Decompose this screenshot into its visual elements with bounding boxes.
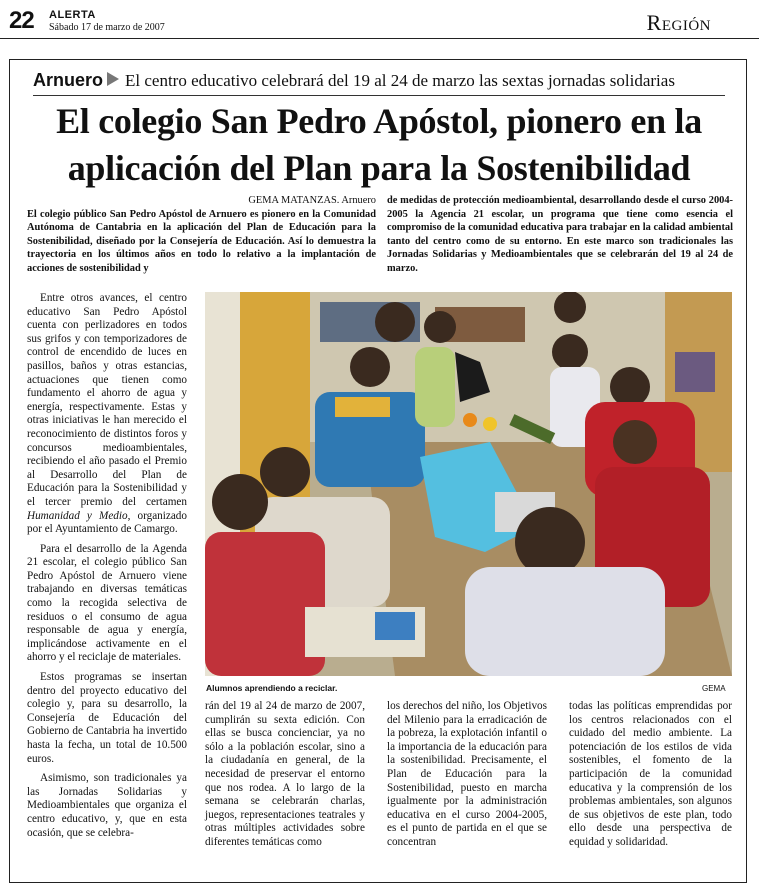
paragraph: Estos programas se insertan dentro del proyecto educativo del colegio y, para su desarrollo, la Consejería de Educación del Gobierno de Cantabria ha invertido hasta la fecha, un total de 10.500 euros. [27,671,187,765]
page-number: 22 [9,7,34,34]
publication-name: ALERTA [49,9,96,21]
classroom-photo-illustration [205,292,732,676]
headline [14,98,744,192]
paragraph: Entre otros avances, el centro educativo San Pedro Apóstol cuenta con perlizadores en todos sus grifos y con temporizadores de control de encendido de luces en pasillos, baños y otras estancias, actuaciones que tienen como fundamento el ahorro de agua y energía, respectivamente. Estas y otras iniciativas le han merecido el reconocimiento de distintos foros y concursos medioambientales, recibiendo el año pasado el Premio al Desarrollo del Plan de Educación para la Sostenibilidad y el tercer premio del certamen Humanidad y Medio, organizado por el Ayuntamiento de Camargo. [27,292,187,536]
article-kicker [33,70,725,96]
paragraph: Asimismo, son tradicionales ya las Jornadas Solidarias y Medioambientales que organiza el centro educativo, y, que en esta ocasión, que se celebra- [27,772,187,839]
photo-credit: GEMA [702,684,726,693]
body-column-1 [27,292,187,840]
play-triangle-icon [107,72,119,86]
photo-caption: Alumnos aprendiendo a reciclar. [206,683,338,693]
byline: GEMA MATANZAS. Arnuero [248,195,376,206]
issue-date: Sábado 17 de marzo de 2007 [49,22,165,33]
kicker-text: El centro educativo celebrará del 19 al 24 de marzo las sextas jornadas solidarias [125,71,675,90]
headline-line-2: aplicación del Plan para la Sostenibilidad [67,148,691,188]
paragraph: Para el desarrollo de la Agenda 21 escolar, el colegio público San Pedro Apóstol de Arnuero viene trabajando en diversas temáticas como la recogida selectiva de residuos o el consumo de agua responsable de agua y energía, implicándose activamente en el ahorro y el reciclaje de materiales. [27,542,187,664]
header-rule [0,38,759,39]
lead-left [27,194,376,275]
kicker-place: Arnuero [33,70,104,90]
body-column-3: los derechos del niño, los Objetivos del Milenio para la erradicación de la pobreza, la explotación infantil o la importancia de la educación para la sostenibilidad. Precisamente, el Plan de Educación para la Sostenibilidad, puesto en marcha igualmente por la administración educativa en el curso 2004-2005, es el punto de partida en el que se concentran [387,700,547,848]
body-column-4: todas las políticas emprendidas por los centros relacionados con el cuidado del medio ambiente. La potenciación de los estilos de vida sostenibles, el fomento de la participación de la comunidad educativa y la comprensión de los problemas ambientales, son algunos de sus objetivos de este plan, todo ello desde una perspectiva de equidad y solidaridad. [569,700,732,848]
award-name: Humanidad y Medio [27,509,128,522]
lead-right: de medidas de protección medioambiental, desarrollando desde el curso 2004-2005 la Agencia 21 escolar, un programa que tiene como esencia el compromiso de la comunidad educativa para trabajar en la calidad ambiental tanto del centro como de su entorno. En este marco son tradicionales las Jornadas Solidarias y Medioambientales que se celebrarán del 19 al 24 de marzo. [387,195,733,274]
section-title: Región [646,10,711,35]
article-photo [205,292,732,676]
body-column-2: rán del 19 al 24 de marzo de 2007, cumplirán su sexta edición. Con ellas se busca concienciar, ya no sólo a la población escolar, sino a la ciudadanía en general, de la necesidad de preservar el entorno que nos rodea. A lo largo de la semana se celebrarán charlas, juegos, representaciones teatrales y otras múltiples actividades sobre diferentes temáticas como [205,700,365,848]
headline-line-1: El colegio San Pedro Apóstol, pionero en la [56,101,702,141]
lead-left-text: El colegio público San Pedro Apóstol de Arnuero es pionero en la Comunidad Autónoma de Cantabria en la aplicación del Plan de Educación para la Sostenibilidad, diseñado por la Consejería de Educación. Así lo demuestra la trayectoria en los últimos años en todo lo relativo a la implantación de acciones de sostenibilidad y [27,208,376,274]
